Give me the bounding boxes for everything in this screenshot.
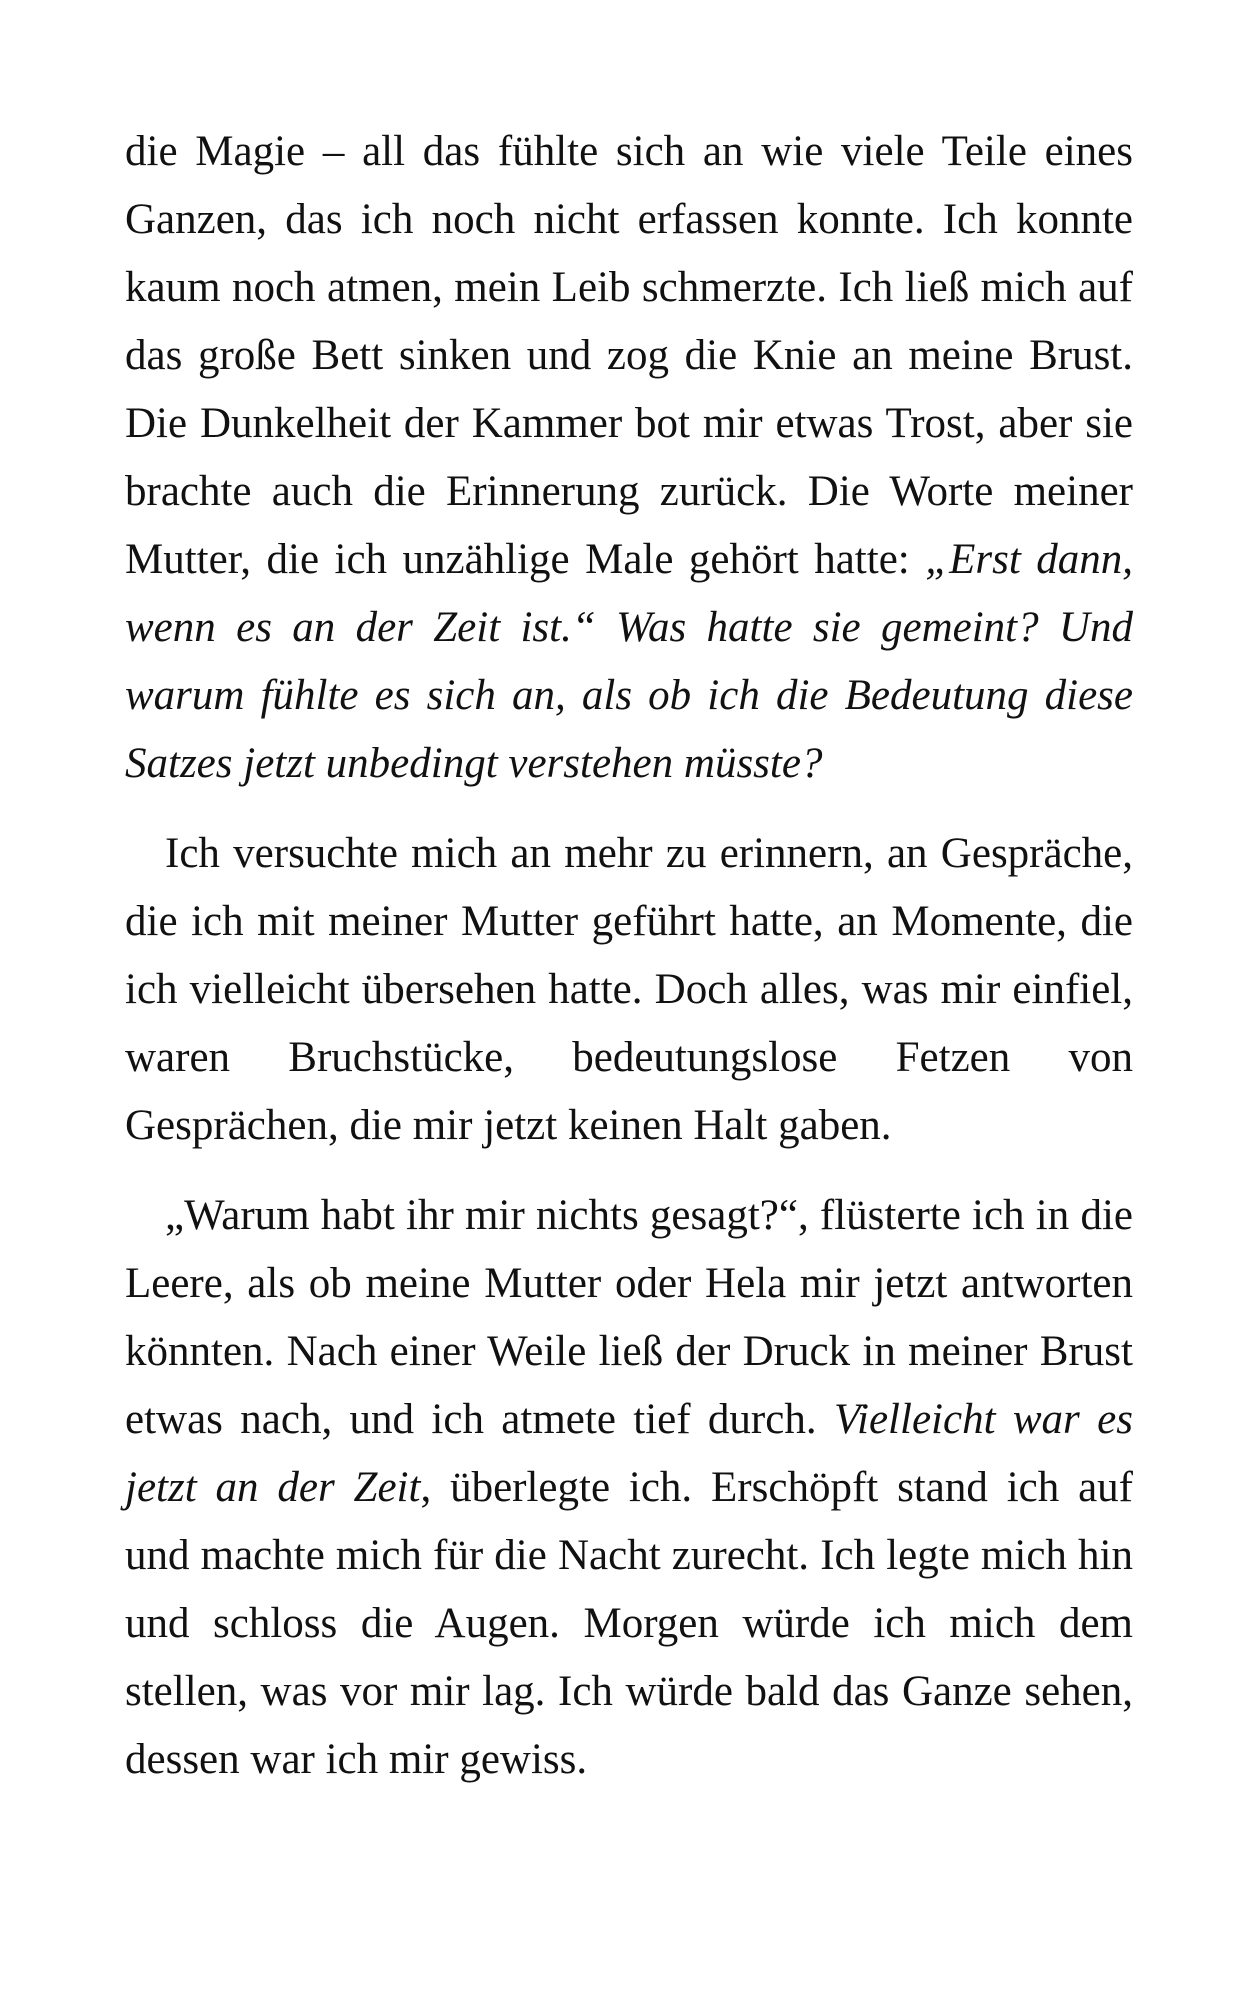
paragraph-3-italic-thought: Vielleicht war es jetzt an der Zeit xyxy=(125,1396,1133,1511)
paragraph-1 xyxy=(125,118,1133,798)
book-page xyxy=(125,118,1133,1794)
paragraph-3 xyxy=(125,1182,1133,1794)
paragraph-1-text-1: die Magie – all das fühlte sich an wie viele Teile eines Ganzen, das ich noch nicht erfassen konnte. Ich konnte kaum noch atmen, mein Leib schmerzte. Ich ließ mich auf das große Bett sinken und zog die Knie an meine Brust. Die Dunkelheit der Kammer bot mir etwas Trost, aber sie brachte auch die Erinnerung zurück. Die Worte meiner Mutter, die ich unzählige Male gehört hatte: xyxy=(125,128,1133,583)
paragraph-2 xyxy=(125,820,1133,1160)
paragraph-3-text-2: , überlegte ich. Erschöpft stand ich auf und machte mich für die Nacht zurecht. Ich legte mich hin und schloss die Augen. Morgen würde ich mich dem stellen, was vor mir lag. Ich würde bald das Ganze sehen, dessen war ich mir gewiss. xyxy=(125,1464,1133,1783)
paragraph-2-text-1: Ich versuchte mich an mehr zu erinnern, an Gespräche, die ich mit meiner Mutter geführt hatte, an Momente, die ich vielleicht übersehen hatte. Doch alles, was mir einfiel, waren Bruchstücke, bedeutungslose Fetzen von Gesprächen, die mir jetzt keinen Halt gaben. xyxy=(125,830,1133,1149)
paragraph-3-text-1: „Warum habt ihr mir nichts gesagt?“, flüsterte ich in die Leere, als ob meine Mutter oder Hela mir jetzt antworten könnten. Nach einer Weile ließ der Druck in meiner Brust etwas nach, und ich atmete tief durch. xyxy=(125,1192,1133,1443)
paragraph-1-italic-quote: „Erst dann, wenn es an der Zeit ist.“ Was hatte sie gemeint? Und warum fühlte es sich an, als ob ich die Bedeutung diese Satzes jetzt unbedingt verstehen müsste? xyxy=(125,536,1133,787)
